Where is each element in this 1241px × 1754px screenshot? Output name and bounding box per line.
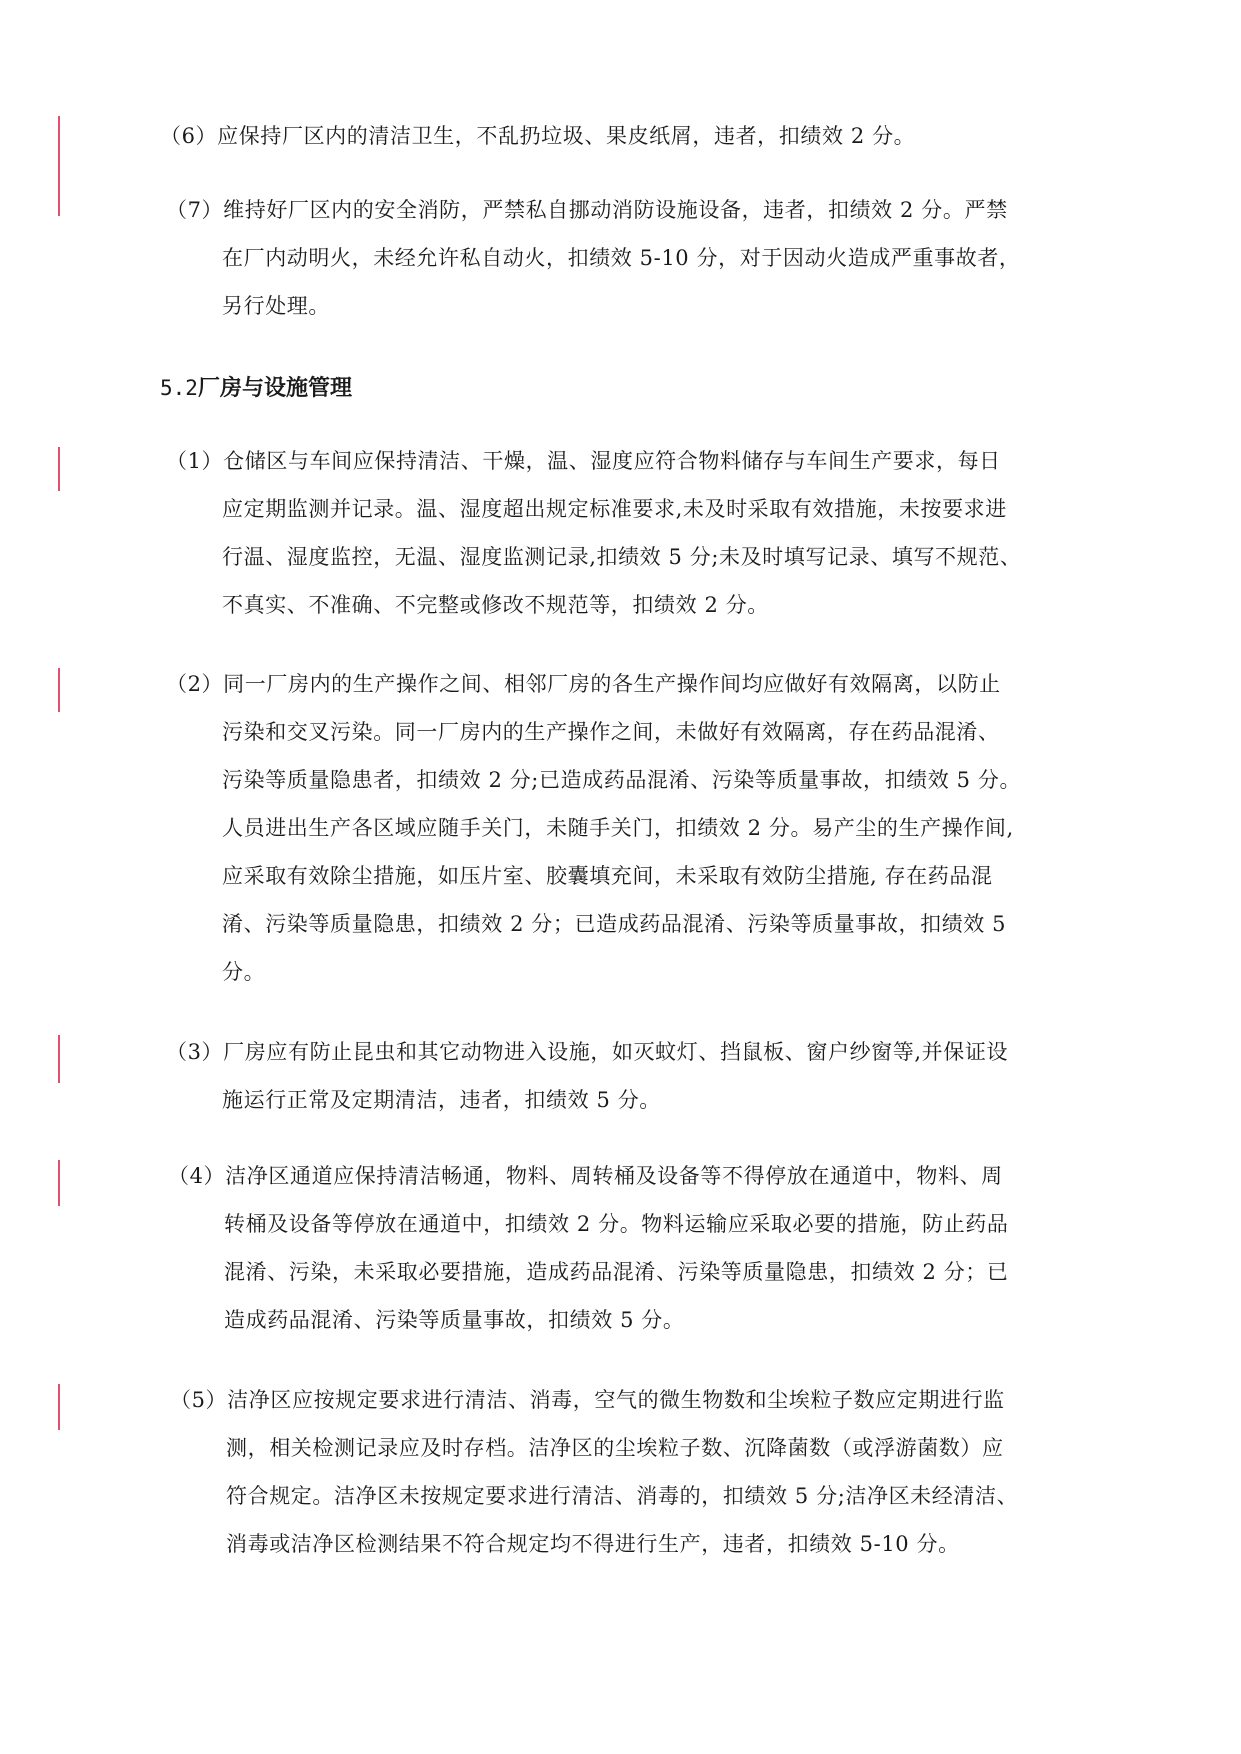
item-number: （4） (168, 1164, 226, 1188)
item-number: （5） (170, 1388, 228, 1412)
list-item (166, 660, 1021, 996)
list-item (170, 1376, 1018, 1568)
item-text: 转桶及设备等停放在通道中，扣绩效 2 分。物料运输应采取必要的措施，防止药品 (224, 1212, 1009, 1236)
item-number: （7） (166, 198, 224, 222)
item-number: （1） (166, 449, 224, 473)
revision-bar (58, 668, 60, 712)
item-text: 在厂内动明火，未经允许私自动火，扣绩效 5-10 分，对于因动火造成严重事故者， (222, 246, 1021, 270)
item-text: 同一厂房内的生产操作之间、相邻厂房的各生产操作间均应做好有效隔离，以防止 (223, 672, 1001, 696)
item-text: 应采取有效除尘措施，如压片室、胶囊填充间，未采取有效防尘措施, 存在药品混 (222, 864, 993, 888)
item-text: 污染和交叉污染。同一厂房内的生产操作之间，未做好有效隔离，存在药品混淆、 (222, 720, 1000, 744)
list-item (166, 1028, 1008, 1124)
item-text: 另行处理。 (222, 294, 330, 318)
item-text: 消毒或洁净区检测结果不符合规定均不得进行生产，违者，扣绩效 5-10 分。 (226, 1532, 960, 1556)
item-text: 符合规定。洁净区未按规定要求进行清洁、消毒的，扣绩效 5 分;洁净区未经清洁、 (226, 1484, 1019, 1508)
item-text: 不真实、不准确、不完整或修改不规范等，扣绩效 2 分。 (222, 593, 769, 617)
item-text: 测，相关检测记录应及时存档。洁净区的尘埃粒子数、沉降菌数（或浮游菌数）应 (226, 1436, 1004, 1460)
revision-bar (58, 447, 60, 491)
item-text: 造成药品混淆、污染等质量事故，扣绩效 5 分。 (224, 1308, 685, 1332)
item-text: 淆、污染等质量隐患，扣绩效 2 分；已造成药品混淆、污染等质量事故，扣绩效 5 (222, 912, 1007, 936)
item-text: 行温、湿度监控，无温、湿度监测记录,扣绩效 5 分;未及时填写记录、填写不规范、 (222, 545, 1022, 569)
list-item (166, 186, 1021, 330)
item-text: 人员进出生产各区域应随手关门，未随手关门，扣绩效 2 分。易产尘的生产操作间, (222, 816, 1014, 840)
list-item (166, 437, 1021, 629)
item-text: 厂房应有防止昆虫和其它动物进入设施，如灭蚊灯、挡鼠板、窗户纱窗等,并保证设 (223, 1040, 1009, 1064)
item-text: 洁净区通道应保持清洁畅通，物料、周转桶及设备等不得停放在通道中，物料、周 (225, 1164, 1003, 1188)
item-text: 分。 (222, 960, 266, 984)
item-text: 应保持厂区内的清洁卫生，不乱扔垃圾、果皮纸屑，违者，扣绩效 2 分。 (217, 124, 916, 148)
item-text: 应定期监测并记录。温、湿度超出规定标准要求,未及时采取有效措施，未按要求进 (222, 497, 1007, 521)
revision-bar (58, 1035, 60, 1083)
item-number: （6） (160, 124, 218, 148)
revision-bar (58, 1160, 60, 1206)
item-text: 维持好厂区内的安全消防，严禁私自挪动消防设施设备，违者，扣绩效 2 分。严禁 (223, 198, 1008, 222)
revision-bar (58, 116, 60, 216)
item-number: （3） (166, 1040, 224, 1064)
section-heading (160, 368, 352, 409)
list-item (168, 1152, 1009, 1344)
item-text: 混淆、污染，未采取必要措施，造成药品混淆、污染等质量隐患，扣绩效 2 分；已 (224, 1260, 1009, 1284)
item-text: 施运行正常及定期清洁，违者，扣绩效 5 分。 (222, 1088, 661, 1112)
list-item (160, 112, 915, 160)
item-number: （2） (166, 672, 224, 696)
item-text: 洁净区应按规定要求进行清洁、消毒，空气的微生物数和尘埃粒子数应定期进行监 (227, 1388, 1005, 1412)
revision-bar (58, 1384, 60, 1430)
section-title: 厂房与设施管理 (197, 376, 352, 401)
item-text: 仓储区与车间应保持清洁、干燥，温、湿度应符合物料储存与车间生产要求，每日 (223, 449, 1001, 473)
section-number: 5.2 (160, 376, 198, 400)
item-text: 污染等质量隐患者，扣绩效 2 分;已造成药品混淆、污染等质量事故，扣绩效 5 分。 (222, 768, 1022, 792)
